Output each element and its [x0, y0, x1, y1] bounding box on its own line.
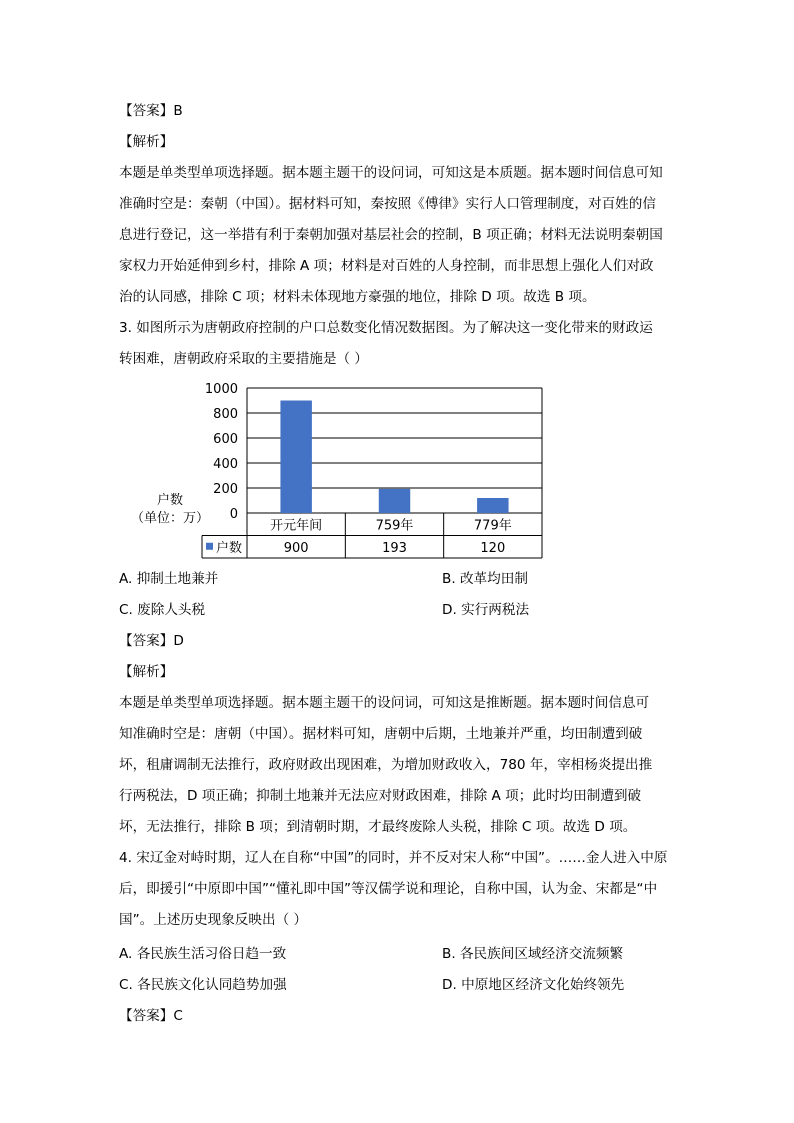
q3-analysis-line: 行两税法，D 项正确；抑制土地兼并无法应对财政困难，排除 A 项；此时均田制遭到破 [119, 788, 642, 804]
q3-analysis-line: 坏，无法推行，排除 B 项；到清朝时期，才最终废除人头税，排除 C 项。故选 D 项。 [119, 819, 637, 835]
q3-analysis-line: 坏，租庸调制无法推行，政府财政出现困难，为增加财政收入，780 年，宰相杨炎提出推 [119, 757, 653, 773]
q2-analysis-line: 息进行登记，这一举措有利于秦朝加强对基层社会的控制，B 项正确；材料无法说明秦朝国 [119, 227, 663, 243]
chart-bar [280, 401, 311, 514]
q3-option-a: A. 抑制土地兼并 [119, 571, 219, 587]
q3-stem-line: 转困难，唐朝政府采取的主要措施是（ ） [119, 351, 369, 367]
q4-option-d: D. 中原地区经济文化始终领先 [442, 977, 625, 993]
chart-bar [379, 489, 410, 513]
chart-y-ticks [205, 382, 238, 522]
q2-answer: 【答案】B [119, 103, 183, 119]
q3-option-c: C. 废除人头税 [119, 602, 206, 618]
chart-bars [280, 401, 508, 514]
chart-data-label: 900 [283, 540, 309, 556]
q2-analysis-line: 准确时空是：秦朝（中国）。据材料可知，秦按照《傅律》实行人口管理制度，对百姓的信 [119, 196, 656, 212]
chart-legend-label: 户数 [216, 540, 243, 556]
q4-option-a: A. 各民族生活习俗日趋一致 [119, 946, 287, 962]
q2-analysis-label: 【解析】 [119, 134, 174, 150]
q3-analysis-label: 【解析】 [119, 664, 174, 680]
q4-stem-line: 后，即援引“中原即中国”“懂礼即中国”等汉儒学说和理论，自称中国，认为金、宋都是“中 [119, 881, 658, 897]
chart-data-table [202, 513, 542, 558]
q4-stem-line: 4. 宋辽金对峙时期，辽人在自称“中国”的同时，并不反对宋人称“中国”。……金人进入中原 [119, 850, 668, 866]
chart-data-label: 193 [382, 540, 407, 556]
q3-analysis-line: 本题是单类型单项选择题。据本题主题干的设问词，可知这是推断题。据本题时间信息可 [119, 695, 650, 711]
q4-stem-line: 国”。上述历史现象反映出（ ） [119, 912, 308, 928]
chart-y-tick-label: 1000 [204, 382, 238, 397]
chart-x-category-label: 开元年间 [270, 518, 323, 534]
q3-option-d: D. 实行两税法 [442, 602, 530, 618]
q3-answer: 【答案】D [119, 633, 184, 649]
household-bar-chart [120, 376, 550, 562]
q3-option-b: B. 改革均田制 [442, 571, 528, 587]
chart-y-tick-label: 800 [213, 407, 238, 422]
q3-analysis-line: 知准确时空是：唐朝（中国）。据材料可知，唐朝中后期，土地兼并严重，均田制遭到破 [119, 726, 643, 742]
chart-ylabel-line2: （单位：万） [130, 511, 210, 526]
q4-option-c: C. 各民族文化认同趋势加强 [119, 977, 287, 993]
q3-stem-line: 3. 如图所示为唐朝政府控制的户口总数变化情况数据图。为了解决这一变化带来的财政运 [119, 320, 653, 336]
chart-bar [477, 498, 508, 513]
q2-analysis-line: 家权力开始延伸到乡村，排除 A 项；材料是对百姓的人身控制，而非思想上强化人们对政 [119, 258, 654, 274]
q2-analysis-line: 本题是单类型单项选择题。据本题主题干的设问词，可知这是本质题。据本题时间信息可知 [119, 165, 663, 181]
chart-y-tick-label: 400 [213, 457, 238, 472]
chart-legend-swatch [206, 543, 213, 550]
chart-ylabel-line1: 户数 [156, 493, 184, 508]
chart-y-tick-label: 0 [229, 507, 238, 522]
q2-analysis-line: 治的认同感，排除 C 项；材料未体现地方豪强的地位，排除 D 项。故选 B 项。 [119, 289, 596, 305]
q4-answer: 【答案】C [119, 1008, 183, 1024]
chart-x-category-label: 779年 [473, 518, 512, 534]
chart-data-label: 120 [480, 540, 506, 556]
chart-x-category-label: 759年 [375, 518, 414, 534]
chart-y-tick-label: 600 [213, 432, 238, 447]
chart-y-tick-label: 200 [213, 482, 238, 497]
q4-option-b: B. 各民族间区域经济交流频繁 [442, 946, 624, 962]
